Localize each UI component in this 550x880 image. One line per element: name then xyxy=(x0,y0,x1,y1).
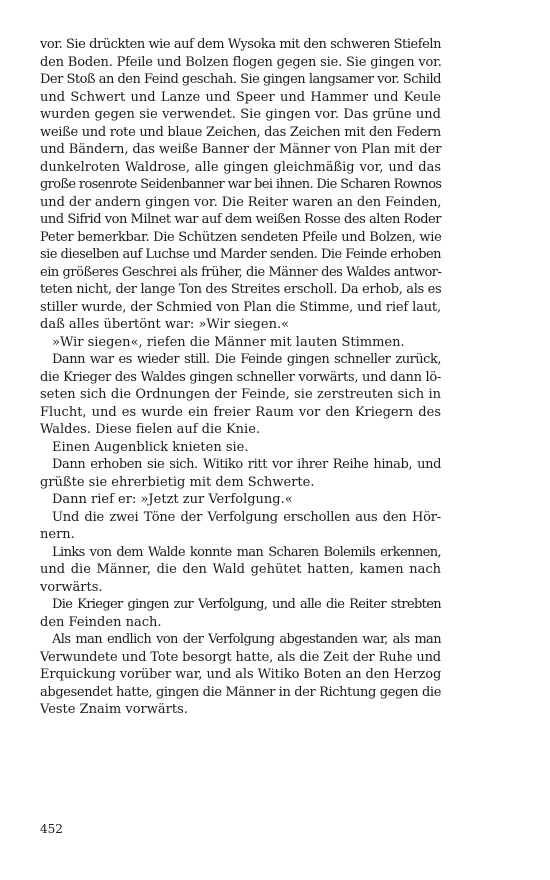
text-line: Waldes. Diese fielen auf die Knie. xyxy=(40,422,261,437)
text-line: Als man endlich von der Verfolgung abgestanden war, als man xyxy=(52,632,441,647)
text-line: und der andern gingen vor. Die Reiter waren an den Feinden, xyxy=(40,194,442,210)
text-line: seten sich die Ordnungen der Feinde, sie zerstreuten sich in xyxy=(40,387,441,402)
text-line: Die Krieger gingen zur Verfolgung, und alle die Reiter strebten xyxy=(52,597,441,612)
text-line: Erquickung vorüber war, und als Witiko Boten an den Herzog xyxy=(40,667,442,682)
text-line: dunkelroten Waldrose, alle gingen gleichmäßig vor, und das xyxy=(40,159,441,175)
text-line: Dann war es wieder still. Die Feinde gingen schneller zurück, xyxy=(52,352,441,367)
text-line: und Bändern, das weiße Banner der Männer von Plan mit der xyxy=(40,142,442,157)
text-line: den Feinden nach. xyxy=(40,614,162,630)
text-line: »Wir siegen«, riefen die Männer mit lauten Stimmen. xyxy=(52,334,405,350)
text-line: Einen Augenblick knieten sie. xyxy=(52,439,249,455)
text-line: Verwundete und Tote besorgt hatte, als die Zeit der Ruhe und xyxy=(40,649,441,665)
text-line: stiller wurde, der Schmied von Plan die Stimme, und rief laut, xyxy=(40,299,441,315)
text-line: teten nicht, der lange Ton des Streites erscholl. Da erhob, als es xyxy=(40,282,442,297)
text-line: vor. Sie drückten wie auf dem Wysoka mit den schweren Stiefeln xyxy=(40,37,441,52)
text-line: Und die zwei Töne der Verfolgung erschollen aus den Hör- xyxy=(52,509,441,525)
text-line: und die Männer, die den Wald gehütet hatten, kamen nach xyxy=(40,562,441,577)
text-line: Links von dem Walde konnte man Scharen Bolemils erkennen, xyxy=(52,544,441,560)
text-line: die Krieger des Waldes gingen schneller vorwärts, und dann lö- xyxy=(40,369,441,385)
text-line: wurden gegen sie verwendet. Sie gingen vor. Das grüne und xyxy=(40,107,441,122)
text-line: weiße und rote und blaue Zeichen, das Zeichen mit den Federn xyxy=(40,124,441,140)
body-text xyxy=(40,36,441,719)
text-line: Dann rief er: »Jetzt zur Verfolgung.« xyxy=(52,492,293,507)
text-line: und Sifrid von Milnet war auf dem weißen Rosse des alten Roder xyxy=(40,212,442,227)
text-line: nern. xyxy=(40,527,75,542)
page-number: 452 xyxy=(40,822,63,836)
text-line: Peter bemerkbar. Die Schützen sendeten Pfeile und Bolzen, wie xyxy=(40,229,442,245)
text-line: Dann erhoben sie sich. Witiko ritt vor ihrer Reihe hinab, und xyxy=(52,457,441,472)
text-line: ein größeres Geschrei als früher, die Männer des Waldes antwor- xyxy=(40,264,442,280)
text-line: daß alles übertönt war: »Wir siegen.« xyxy=(40,317,290,332)
text-line: den Boden. Pfeile und Bolzen flogen gegen sie. Sie gingen vor. xyxy=(40,54,442,70)
text-line: große rosenrote Seidenbanner war bei ihnen. Die Scharen Rownos xyxy=(40,177,442,192)
text-line: Veste Znaim vorwärts. xyxy=(40,702,188,717)
text-line: vorwärts. xyxy=(40,579,103,595)
text-line: Der Stoß an den Feind geschah. Sie gingen langsamer vor. Schild xyxy=(40,72,441,87)
text-line: abgesendet hatte, gingen die Männer in der Richtung gegen die xyxy=(40,684,442,700)
text-line: sie dieselben auf Luchse und Marder senden. Die Feinde erhoben xyxy=(40,247,441,262)
text-line: grüßte sie ehrerbietig mit dem Schwerte. xyxy=(40,474,315,490)
text-line: und Schwert und Lanze und Speer und Hammer und Keule xyxy=(40,89,441,105)
text-line: Flucht, und es wurde ein freier Raum vor den Kriegern des xyxy=(40,404,441,420)
